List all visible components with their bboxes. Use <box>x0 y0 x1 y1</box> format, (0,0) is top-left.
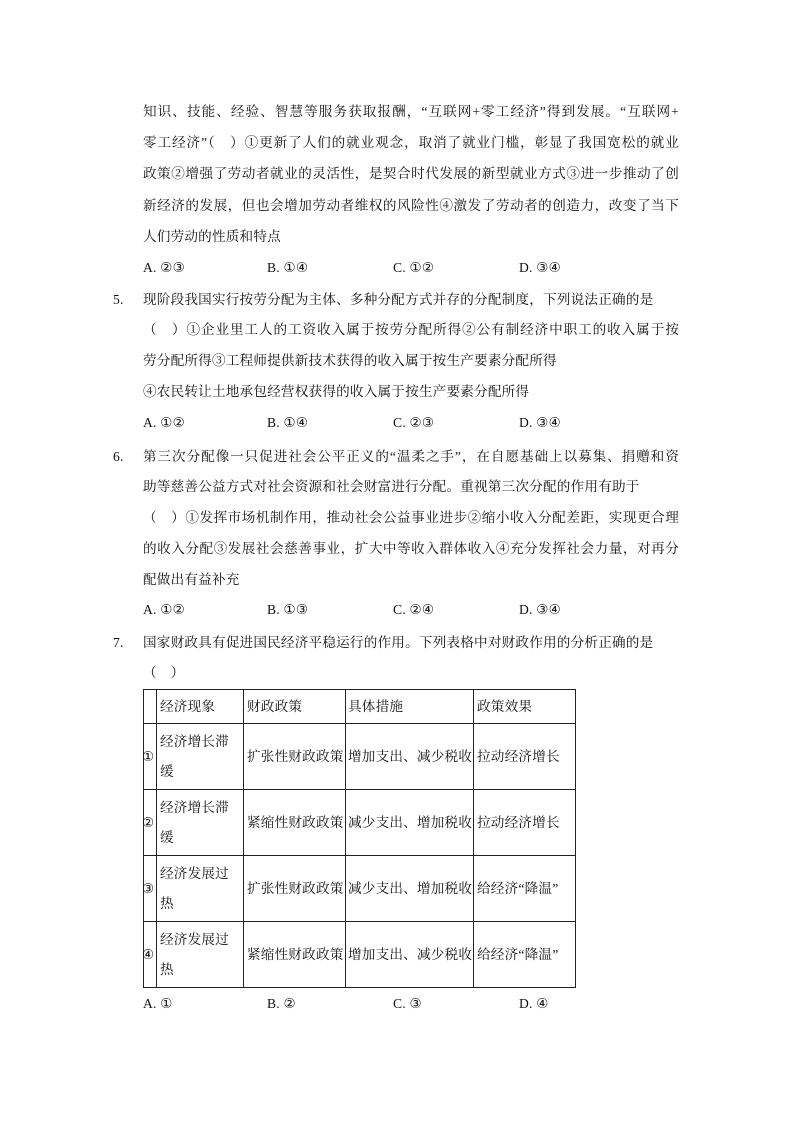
question-text-line: （ ）①企业里工人的工资收入属于按劳分配所得②公有制经济中职工的收入属于按 <box>143 322 679 338</box>
question-text-line: 第三次分配像一只促进社会公平正义的“温柔之手”，在自愿基础上以募集、捐赠和资 <box>143 448 679 464</box>
question-7 <box>113 628 679 688</box>
question-number: 5. <box>113 291 124 307</box>
option-c: C. ③ <box>393 996 422 1011</box>
table-cell: 扩张性财政政策 <box>244 724 346 790</box>
table-cell: 给经济“降温” <box>474 922 576 988</box>
table-row <box>144 790 576 856</box>
table-cell: 给经济“降温” <box>474 856 576 922</box>
question-text-line: 劳分配所得③工程师提供新技术获得的收入属于按生产要素分配所得 <box>143 353 557 369</box>
question-text-line: 的收入分配③发展社会慈善事业，扩大中等收入群体收入④充分发挥社会力量，对再分 <box>143 540 679 556</box>
option-d: D. ④ <box>519 996 549 1011</box>
table-cell: 拉动经济增长 <box>474 790 576 856</box>
option-c: C. ②④ <box>393 602 435 618</box>
option-b: B. ①④ <box>267 259 309 275</box>
question-7-options-block <box>143 988 679 1019</box>
option-a: A. ①② <box>143 414 185 430</box>
table-cell: 经济增长滞缓 <box>157 790 244 856</box>
table-cell: 经济发展过热 <box>157 856 244 922</box>
question-text-line: 政策②增强了劳动者就业的灵活性，是契合时代发展的新型就业方式③进一步推动了创 <box>143 166 679 182</box>
table-header-cell: 经济现象 <box>157 690 244 724</box>
table-cell: 增加支出、减少税收 <box>346 724 474 790</box>
question-4-continuation <box>143 96 679 283</box>
table-cell: 经济发展过热 <box>157 922 244 988</box>
option-a: A. ②③ <box>143 259 185 275</box>
option-d: D. ③④ <box>519 414 561 430</box>
question-text-line: 配做出有益补充 <box>143 571 240 587</box>
table-cell: 扩张性财政政策 <box>244 856 346 922</box>
question-text-line: 新经济的发展，但也会增加劳动者维权的风险性④激发了劳动者的创造力，改变了当下 <box>143 197 679 213</box>
question-text-line: 助等慈善公益方式对社会资源和社会财富进行分配。重视第三次分配的作用有助于 <box>143 479 640 495</box>
row-number-cell: ① <box>144 724 157 790</box>
question-number: 6. <box>113 448 124 464</box>
table-header-cell: 财政政策 <box>244 690 346 724</box>
table-cell: 紧缩性财政政策 <box>244 922 346 988</box>
question-text-line: ④农民转让土地承包经营权获得的收入属于按生产要素分配所得 <box>143 383 530 399</box>
question-text-line: 人们劳动的性质和特点 <box>143 228 281 244</box>
answer-options <box>143 988 679 1019</box>
answer-options <box>143 252 679 283</box>
table-cell: 紧缩性财政政策 <box>244 790 346 856</box>
question-text-line: 现阶段我国实行按劳分配为主体、多种分配方式并存的分配制度，下列说法正确的是 <box>143 291 654 307</box>
option-b: B. ①③ <box>267 602 309 618</box>
table-row <box>144 922 576 988</box>
option-b: B. ② <box>267 996 296 1011</box>
answer-options <box>143 408 679 439</box>
table-header-cell: 政策效果 <box>474 690 576 724</box>
option-d: D. ③④ <box>519 602 561 618</box>
table-header-cell-empty <box>144 690 157 724</box>
question-6 <box>113 442 679 627</box>
table-row <box>144 724 576 790</box>
table-cell: 经济增长滞缓 <box>157 724 244 790</box>
option-c: C. ①② <box>393 259 435 275</box>
fiscal-policy-table <box>143 689 576 988</box>
row-number-cell: ② <box>144 790 157 856</box>
table-cell: 减少支出、增加税收 <box>346 856 474 922</box>
option-b: B. ①④ <box>267 414 309 430</box>
option-a: A. ① <box>143 996 173 1011</box>
option-a: A. ①② <box>143 602 185 618</box>
table-header-cell: 具体措施 <box>346 690 474 724</box>
table-cell: 拉动经济增长 <box>474 724 576 790</box>
table-header-row <box>144 690 576 724</box>
table-cell: 增加支出、减少税收 <box>346 922 474 988</box>
question-number: 7. <box>113 635 124 650</box>
question-text-line: （ ） <box>143 665 185 680</box>
question-text-line: 国家财政具有促进国民经济平稳运行的作用。下列表格中对财政作用的分析正确的是 <box>143 635 654 650</box>
question-text-line: （ ）①发挥市场机制作用，推动社会公益事业进步②缩小收入分配差距，实现更合理 <box>143 510 679 526</box>
question-text-line: 零工经济”（ ）①更新了人们的就业观念，取消了就业门槛，彰显了我国宽松的就业 <box>143 135 679 151</box>
option-d: D. ③④ <box>519 259 561 275</box>
row-number-cell: ③ <box>144 856 157 922</box>
question-5 <box>113 285 679 439</box>
option-c: C. ②③ <box>393 414 435 430</box>
row-number-cell: ④ <box>144 922 157 988</box>
question-text-line: 知识、技能、经验、智慧等服务获取报酬，“互联网+零工经济”得到发展。“互联网+ <box>143 104 679 119</box>
table-cell: 减少支出、增加税收 <box>346 790 474 856</box>
table-row <box>144 856 576 922</box>
answer-options <box>143 595 679 626</box>
